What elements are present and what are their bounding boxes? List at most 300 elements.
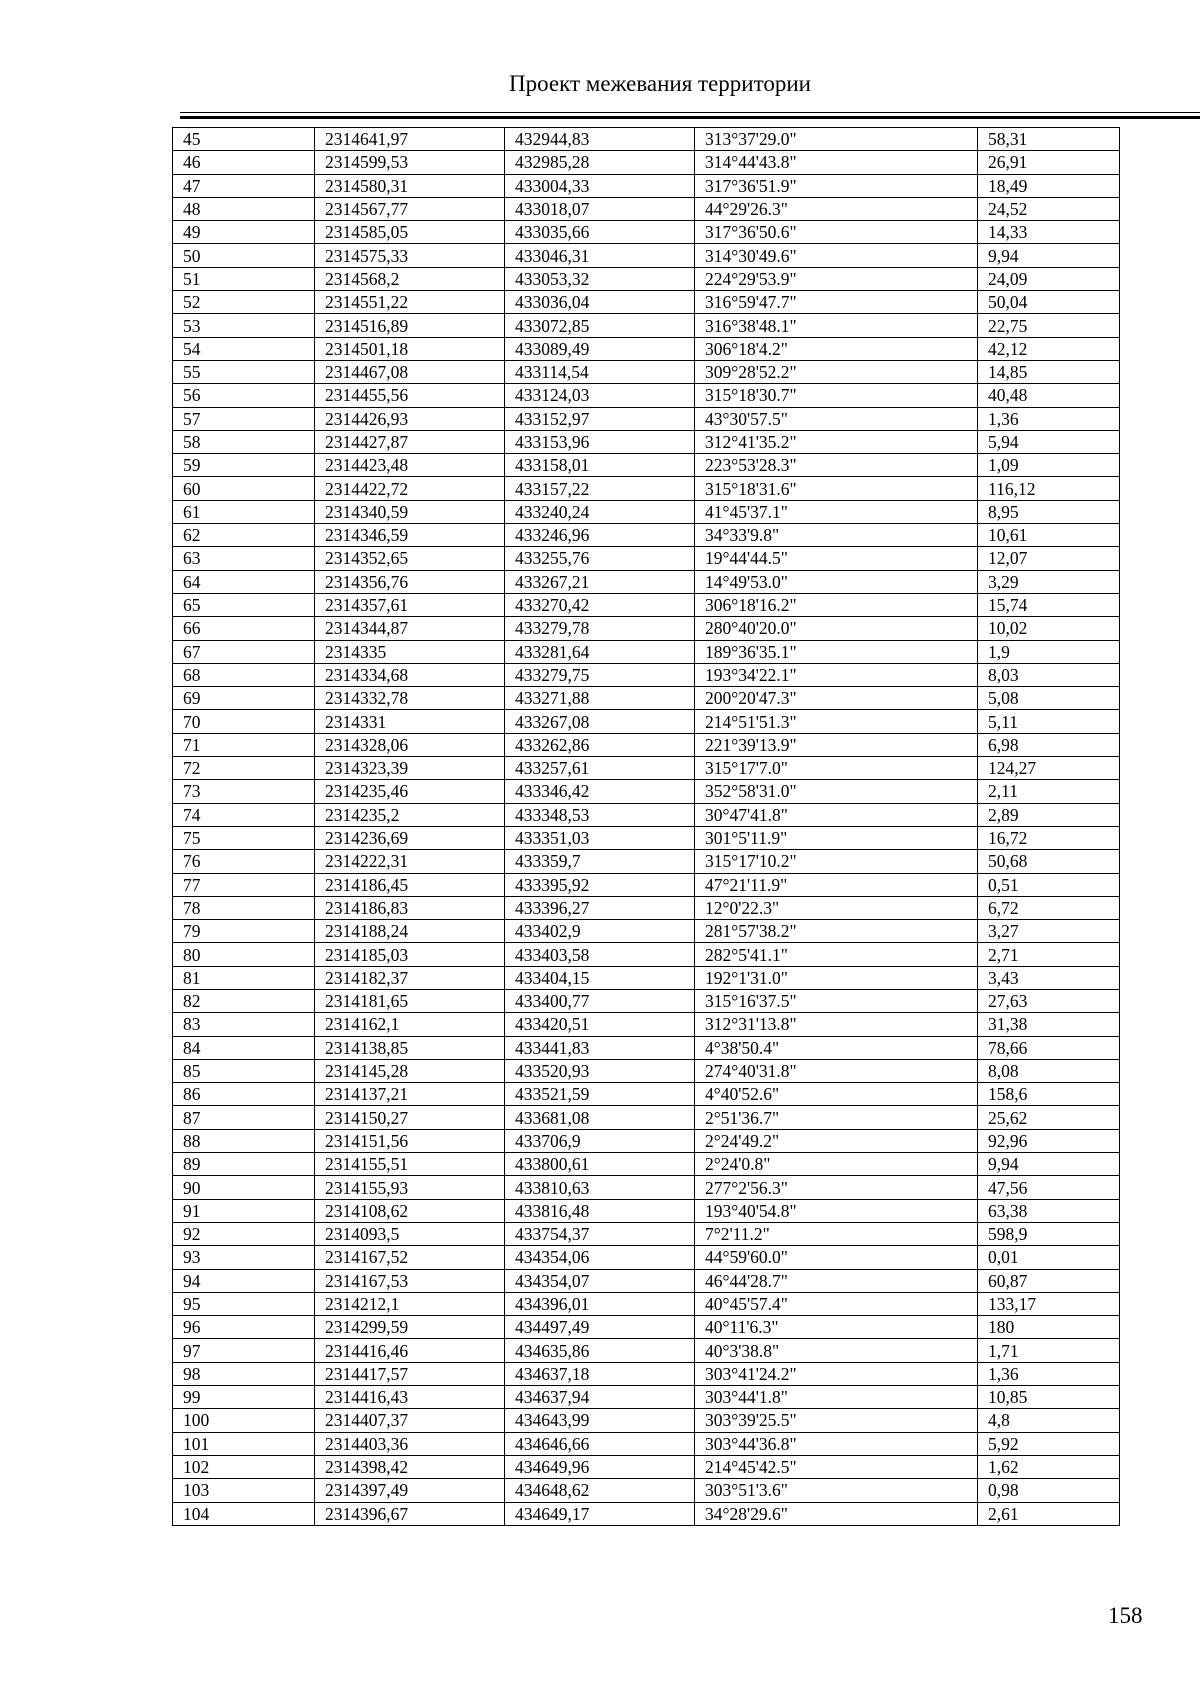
- direction-angle-cell: 315°17'10.2": [695, 850, 978, 873]
- y-coordinate-cell: 433359,7: [505, 850, 695, 873]
- y-coordinate-cell: 433441,83: [505, 1036, 695, 1059]
- table-row: [173, 151, 1120, 174]
- table-row: [173, 1222, 1120, 1245]
- direction-angle-cell: 44°29'26.3": [695, 197, 978, 220]
- direction-angle-cell: 281°57'38.2": [695, 920, 978, 943]
- length-cell: 124,27: [978, 757, 1120, 780]
- direction-angle-cell: 312°31'13.8": [695, 1013, 978, 1036]
- table-row: [173, 430, 1120, 453]
- point-number-cell: 85: [173, 1059, 315, 1082]
- y-coordinate-cell: 433816,48: [505, 1199, 695, 1222]
- table-row: [173, 524, 1120, 547]
- y-coordinate-cell: 433706,9: [505, 1129, 695, 1152]
- x-coordinate-cell: 2314138,85: [315, 1036, 505, 1059]
- y-coordinate-cell: 433681,08: [505, 1106, 695, 1129]
- y-coordinate-cell: 433520,93: [505, 1059, 695, 1082]
- table-row: [173, 454, 1120, 477]
- point-number-cell: 54: [173, 337, 315, 360]
- x-coordinate-cell: 2314093,5: [315, 1222, 505, 1245]
- y-coordinate-cell: 433114,54: [505, 360, 695, 383]
- y-coordinate-cell: 433346,42: [505, 780, 695, 803]
- point-number-cell: 103: [173, 1479, 315, 1502]
- point-number-cell: 96: [173, 1316, 315, 1339]
- length-cell: 50,68: [978, 850, 1120, 873]
- point-number-cell: 93: [173, 1246, 315, 1269]
- y-coordinate-cell: 433270,42: [505, 593, 695, 616]
- direction-angle-cell: 317°36'50.6": [695, 221, 978, 244]
- direction-angle-cell: 309°28'52.2": [695, 360, 978, 383]
- y-coordinate-cell: 433004,33: [505, 174, 695, 197]
- point-number-cell: 62: [173, 524, 315, 547]
- y-coordinate-cell: 433072,85: [505, 314, 695, 337]
- direction-angle-cell: 303°44'36.8": [695, 1432, 978, 1455]
- y-coordinate-cell: 433262,86: [505, 733, 695, 756]
- table-row: [173, 1106, 1120, 1129]
- direction-angle-cell: 314°44'43.8": [695, 151, 978, 174]
- table-row: [173, 1386, 1120, 1409]
- x-coordinate-cell: 2314137,21: [315, 1083, 505, 1106]
- y-coordinate-cell: 434649,17: [505, 1502, 695, 1525]
- point-number-cell: 52: [173, 291, 315, 314]
- table-row: [173, 593, 1120, 616]
- x-coordinate-cell: 2314407,37: [315, 1409, 505, 1432]
- direction-angle-cell: 40°11'6.3": [695, 1316, 978, 1339]
- direction-angle-cell: 315°17'7.0": [695, 757, 978, 780]
- table-row: [173, 1409, 1120, 1432]
- length-cell: 50,04: [978, 291, 1120, 314]
- x-coordinate-cell: 2314151,56: [315, 1129, 505, 1152]
- y-coordinate-cell: 433400,77: [505, 989, 695, 1012]
- point-number-cell: 74: [173, 803, 315, 826]
- length-cell: 6,72: [978, 896, 1120, 919]
- table-row: [173, 687, 1120, 710]
- length-cell: 4,8: [978, 1409, 1120, 1432]
- direction-angle-cell: 317°36'51.9": [695, 174, 978, 197]
- point-number-cell: 67: [173, 640, 315, 663]
- direction-angle-cell: 12°0'22.3": [695, 896, 978, 919]
- length-cell: 116,12: [978, 477, 1120, 500]
- direction-angle-cell: 301°5'11.9": [695, 826, 978, 849]
- length-cell: 12,07: [978, 547, 1120, 570]
- header-divider-thin: [180, 112, 1200, 113]
- point-number-cell: 87: [173, 1106, 315, 1129]
- direction-angle-cell: 40°3'38.8": [695, 1339, 978, 1362]
- length-cell: 58,31: [978, 128, 1120, 151]
- y-coordinate-cell: 433420,51: [505, 1013, 695, 1036]
- direction-angle-cell: 2°24'0.8": [695, 1153, 978, 1176]
- point-number-cell: 92: [173, 1222, 315, 1245]
- direction-angle-cell: 4°38'50.4": [695, 1036, 978, 1059]
- direction-angle-cell: 282°5'41.1": [695, 943, 978, 966]
- y-coordinate-cell: 433800,61: [505, 1153, 695, 1176]
- length-cell: 5,11: [978, 710, 1120, 733]
- y-coordinate-cell: 433403,58: [505, 943, 695, 966]
- direction-angle-cell: 303°44'1.8": [695, 1386, 978, 1409]
- length-cell: 2,61: [978, 1502, 1120, 1525]
- direction-angle-cell: 306°18'16.2": [695, 593, 978, 616]
- point-number-cell: 46: [173, 151, 315, 174]
- table-row: [173, 1502, 1120, 1525]
- length-cell: 1,9: [978, 640, 1120, 663]
- table-row: [173, 360, 1120, 383]
- x-coordinate-cell: 2314334,68: [315, 663, 505, 686]
- y-coordinate-cell: 433257,61: [505, 757, 695, 780]
- point-number-cell: 98: [173, 1362, 315, 1385]
- x-coordinate-cell: 2314346,59: [315, 524, 505, 547]
- table-row: [173, 477, 1120, 500]
- table-row: [173, 337, 1120, 360]
- length-cell: 47,56: [978, 1176, 1120, 1199]
- point-number-cell: 47: [173, 174, 315, 197]
- table-row: [173, 1036, 1120, 1059]
- table-row: [173, 1013, 1120, 1036]
- length-cell: 16,72: [978, 826, 1120, 849]
- point-number-cell: 70: [173, 710, 315, 733]
- length-cell: 3,29: [978, 570, 1120, 593]
- y-coordinate-cell: 433348,53: [505, 803, 695, 826]
- x-coordinate-cell: 2314422,72: [315, 477, 505, 500]
- length-cell: 14,85: [978, 360, 1120, 383]
- point-number-cell: 51: [173, 267, 315, 290]
- table-row: [173, 943, 1120, 966]
- direction-angle-cell: 44°59'60.0": [695, 1246, 978, 1269]
- direction-angle-cell: 4°40'52.6": [695, 1083, 978, 1106]
- direction-angle-cell: 40°45'57.4": [695, 1292, 978, 1315]
- direction-angle-cell: 43°30'57.5": [695, 407, 978, 430]
- direction-angle-cell: 221°39'13.9": [695, 733, 978, 756]
- y-coordinate-cell: 434648,62: [505, 1479, 695, 1502]
- x-coordinate-cell: 2314641,97: [315, 128, 505, 151]
- table-row: [173, 1292, 1120, 1315]
- x-coordinate-cell: 2314352,65: [315, 547, 505, 570]
- length-cell: 158,6: [978, 1083, 1120, 1106]
- x-coordinate-cell: 2314567,77: [315, 197, 505, 220]
- x-coordinate-cell: 2314299,59: [315, 1316, 505, 1339]
- direction-angle-cell: 14°49'53.0": [695, 570, 978, 593]
- x-coordinate-cell: 2314167,53: [315, 1269, 505, 1292]
- x-coordinate-cell: 2314357,61: [315, 593, 505, 616]
- table-row: [173, 710, 1120, 733]
- length-cell: 133,17: [978, 1292, 1120, 1315]
- y-coordinate-cell: 434497,49: [505, 1316, 695, 1339]
- table-row: [173, 1129, 1120, 1152]
- coordinates-table-body: [173, 128, 1120, 1526]
- y-coordinate-cell: 433267,08: [505, 710, 695, 733]
- table-row: [173, 1269, 1120, 1292]
- length-cell: 2,71: [978, 943, 1120, 966]
- table-row: [173, 920, 1120, 943]
- length-cell: 1,36: [978, 407, 1120, 430]
- direction-angle-cell: 315°18'30.7": [695, 384, 978, 407]
- direction-angle-cell: 200°20'47.3": [695, 687, 978, 710]
- length-cell: 15,74: [978, 593, 1120, 616]
- table-row: [173, 1479, 1120, 1502]
- table-row: [173, 128, 1120, 151]
- point-number-cell: 50: [173, 244, 315, 267]
- length-cell: 31,38: [978, 1013, 1120, 1036]
- x-coordinate-cell: 2314182,37: [315, 966, 505, 989]
- x-coordinate-cell: 2314356,76: [315, 570, 505, 593]
- point-number-cell: 99: [173, 1386, 315, 1409]
- table-row: [173, 1339, 1120, 1362]
- length-cell: 25,62: [978, 1106, 1120, 1129]
- table-row: [173, 1199, 1120, 1222]
- direction-angle-cell: 34°28'29.6": [695, 1502, 978, 1525]
- y-coordinate-cell: 433089,49: [505, 337, 695, 360]
- point-number-cell: 53: [173, 314, 315, 337]
- point-number-cell: 77: [173, 873, 315, 896]
- point-number-cell: 63: [173, 547, 315, 570]
- point-number-cell: 97: [173, 1339, 315, 1362]
- length-cell: 2,89: [978, 803, 1120, 826]
- direction-angle-cell: 193°40'54.8": [695, 1199, 978, 1222]
- table-row: [173, 1176, 1120, 1199]
- point-number-cell: 82: [173, 989, 315, 1012]
- length-cell: 63,38: [978, 1199, 1120, 1222]
- x-coordinate-cell: 2314222,31: [315, 850, 505, 873]
- x-coordinate-cell: 2314340,59: [315, 500, 505, 523]
- x-coordinate-cell: 2314167,52: [315, 1246, 505, 1269]
- x-coordinate-cell: 2314332,78: [315, 687, 505, 710]
- length-cell: 0,01: [978, 1246, 1120, 1269]
- length-cell: 14,33: [978, 221, 1120, 244]
- length-cell: 60,87: [978, 1269, 1120, 1292]
- direction-angle-cell: 46°44'28.7": [695, 1269, 978, 1292]
- point-number-cell: 90: [173, 1176, 315, 1199]
- table-row: [173, 1316, 1120, 1339]
- length-cell: 5,08: [978, 687, 1120, 710]
- table-row: [173, 1153, 1120, 1176]
- x-coordinate-cell: 2314155,51: [315, 1153, 505, 1176]
- length-cell: 27,63: [978, 989, 1120, 1012]
- point-number-cell: 66: [173, 617, 315, 640]
- x-coordinate-cell: 2314580,31: [315, 174, 505, 197]
- y-coordinate-cell: 433255,76: [505, 547, 695, 570]
- direction-angle-cell: 7°2'11.2": [695, 1222, 978, 1245]
- y-coordinate-cell: 434354,06: [505, 1246, 695, 1269]
- point-number-cell: 100: [173, 1409, 315, 1432]
- x-coordinate-cell: 2314416,46: [315, 1339, 505, 1362]
- direction-angle-cell: 192°1'31.0": [695, 966, 978, 989]
- x-coordinate-cell: 2314516,89: [315, 314, 505, 337]
- point-number-cell: 76: [173, 850, 315, 873]
- x-coordinate-cell: 2314186,83: [315, 896, 505, 919]
- table-row: [173, 1059, 1120, 1082]
- x-coordinate-cell: 2314108,62: [315, 1199, 505, 1222]
- length-cell: 598,9: [978, 1222, 1120, 1245]
- direction-angle-cell: 314°30'49.6": [695, 244, 978, 267]
- x-coordinate-cell: 2314212,1: [315, 1292, 505, 1315]
- length-cell: 5,94: [978, 430, 1120, 453]
- table-row: [173, 850, 1120, 873]
- y-coordinate-cell: 434637,18: [505, 1362, 695, 1385]
- point-number-cell: 72: [173, 757, 315, 780]
- y-coordinate-cell: 433281,64: [505, 640, 695, 663]
- table-row: [173, 570, 1120, 593]
- y-coordinate-cell: 433018,07: [505, 197, 695, 220]
- length-cell: 24,52: [978, 197, 1120, 220]
- y-coordinate-cell: 433279,78: [505, 617, 695, 640]
- y-coordinate-cell: 433153,96: [505, 430, 695, 453]
- length-cell: 8,08: [978, 1059, 1120, 1082]
- direction-angle-cell: 193°34'22.1": [695, 663, 978, 686]
- x-coordinate-cell: 2314186,45: [315, 873, 505, 896]
- direction-angle-cell: 41°45'37.1": [695, 500, 978, 523]
- table-row: [173, 733, 1120, 756]
- y-coordinate-cell: 433036,04: [505, 291, 695, 314]
- point-number-cell: 61: [173, 500, 315, 523]
- direction-angle-cell: 214°45'42.5": [695, 1455, 978, 1478]
- coordinates-table: [172, 127, 1120, 1526]
- table-row: [173, 663, 1120, 686]
- table-row: [173, 547, 1120, 570]
- x-coordinate-cell: 2314155,93: [315, 1176, 505, 1199]
- x-coordinate-cell: 2314467,08: [315, 360, 505, 383]
- direction-angle-cell: 312°41'35.2": [695, 430, 978, 453]
- length-cell: 1,09: [978, 454, 1120, 477]
- direction-angle-cell: 303°39'25.5": [695, 1409, 978, 1432]
- direction-angle-cell: 2°24'49.2": [695, 1129, 978, 1152]
- point-number-cell: 45: [173, 128, 315, 151]
- y-coordinate-cell: 434649,96: [505, 1455, 695, 1478]
- point-number-cell: 89: [173, 1153, 315, 1176]
- y-coordinate-cell: 434643,99: [505, 1409, 695, 1432]
- table-row: [173, 757, 1120, 780]
- x-coordinate-cell: 2314427,87: [315, 430, 505, 453]
- table-row: [173, 803, 1120, 826]
- y-coordinate-cell: 434635,86: [505, 1339, 695, 1362]
- table-row: [173, 1432, 1120, 1455]
- x-coordinate-cell: 2314403,36: [315, 1432, 505, 1455]
- y-coordinate-cell: 433404,15: [505, 966, 695, 989]
- length-cell: 180: [978, 1316, 1120, 1339]
- y-coordinate-cell: 433754,37: [505, 1222, 695, 1245]
- y-coordinate-cell: 433521,59: [505, 1083, 695, 1106]
- length-cell: 8,95: [978, 500, 1120, 523]
- point-number-cell: 75: [173, 826, 315, 849]
- point-number-cell: 59: [173, 454, 315, 477]
- direction-angle-cell: 303°51'3.6": [695, 1479, 978, 1502]
- table-row: [173, 896, 1120, 919]
- table-row: [173, 966, 1120, 989]
- direction-angle-cell: 224°29'53.9": [695, 267, 978, 290]
- point-number-cell: 56: [173, 384, 315, 407]
- point-number-cell: 79: [173, 920, 315, 943]
- point-number-cell: 81: [173, 966, 315, 989]
- direction-angle-cell: 315°18'31.6": [695, 477, 978, 500]
- direction-angle-cell: 189°36'35.1": [695, 640, 978, 663]
- point-number-cell: 48: [173, 197, 315, 220]
- y-coordinate-cell: 433402,9: [505, 920, 695, 943]
- length-cell: 3,43: [978, 966, 1120, 989]
- y-coordinate-cell: 434354,07: [505, 1269, 695, 1292]
- y-coordinate-cell: 433351,03: [505, 826, 695, 849]
- length-cell: 78,66: [978, 1036, 1120, 1059]
- length-cell: 6,98: [978, 733, 1120, 756]
- table-row: [173, 1246, 1120, 1269]
- direction-angle-cell: 34°33'9.8": [695, 524, 978, 547]
- direction-angle-cell: 352°58'31.0": [695, 780, 978, 803]
- x-coordinate-cell: 2314188,24: [315, 920, 505, 943]
- point-number-cell: 80: [173, 943, 315, 966]
- length-cell: 40,48: [978, 384, 1120, 407]
- x-coordinate-cell: 2314551,22: [315, 291, 505, 314]
- point-number-cell: 94: [173, 1269, 315, 1292]
- table-row: [173, 1362, 1120, 1385]
- point-number-cell: 83: [173, 1013, 315, 1036]
- x-coordinate-cell: 2314568,2: [315, 267, 505, 290]
- table-row: [173, 500, 1120, 523]
- page-number: 158: [1108, 1603, 1143, 1628]
- x-coordinate-cell: 2314236,69: [315, 826, 505, 849]
- table-row: [173, 1455, 1120, 1478]
- length-cell: 5,92: [978, 1432, 1120, 1455]
- point-number-cell: 91: [173, 1199, 315, 1222]
- point-number-cell: 78: [173, 896, 315, 919]
- point-number-cell: 71: [173, 733, 315, 756]
- x-coordinate-cell: 2314344,87: [315, 617, 505, 640]
- y-coordinate-cell: 433240,24: [505, 500, 695, 523]
- table-row: [173, 221, 1120, 244]
- x-coordinate-cell: 2314426,93: [315, 407, 505, 430]
- length-cell: 1,62: [978, 1455, 1120, 1478]
- x-coordinate-cell: 2314235,46: [315, 780, 505, 803]
- x-coordinate-cell: 2314501,18: [315, 337, 505, 360]
- x-coordinate-cell: 2314328,06: [315, 733, 505, 756]
- direction-angle-cell: 30°47'41.8": [695, 803, 978, 826]
- table-row: [173, 174, 1120, 197]
- y-coordinate-cell: 433279,75: [505, 663, 695, 686]
- x-coordinate-cell: 2314397,49: [315, 1479, 505, 1502]
- x-coordinate-cell: 2314145,28: [315, 1059, 505, 1082]
- x-coordinate-cell: 2314423,48: [315, 454, 505, 477]
- x-coordinate-cell: 2314396,67: [315, 1502, 505, 1525]
- x-coordinate-cell: 2314162,1: [315, 1013, 505, 1036]
- length-cell: 0,51: [978, 873, 1120, 896]
- length-cell: 10,61: [978, 524, 1120, 547]
- direction-angle-cell: 2°51'36.7": [695, 1106, 978, 1129]
- direction-angle-cell: 274°40'31.8": [695, 1059, 978, 1082]
- x-coordinate-cell: 2314416,43: [315, 1386, 505, 1409]
- length-cell: 9,94: [978, 1153, 1120, 1176]
- point-number-cell: 58: [173, 430, 315, 453]
- point-number-cell: 65: [173, 593, 315, 616]
- x-coordinate-cell: 2314150,27: [315, 1106, 505, 1129]
- length-cell: 92,96: [978, 1129, 1120, 1152]
- table-row: [173, 1083, 1120, 1106]
- point-number-cell: 104: [173, 1502, 315, 1525]
- y-coordinate-cell: 433046,31: [505, 244, 695, 267]
- y-coordinate-cell: 433053,32: [505, 267, 695, 290]
- length-cell: 26,91: [978, 151, 1120, 174]
- y-coordinate-cell: 433267,21: [505, 570, 695, 593]
- point-number-cell: 95: [173, 1292, 315, 1315]
- table-row: [173, 640, 1120, 663]
- table-row: [173, 291, 1120, 314]
- x-coordinate-cell: 2314599,53: [315, 151, 505, 174]
- table-row: [173, 826, 1120, 849]
- length-cell: 42,12: [978, 337, 1120, 360]
- length-cell: 18,49: [978, 174, 1120, 197]
- point-number-cell: 73: [173, 780, 315, 803]
- page-title: Проект межевания территории: [509, 71, 811, 96]
- y-coordinate-cell: 433395,92: [505, 873, 695, 896]
- point-number-cell: 68: [173, 663, 315, 686]
- y-coordinate-cell: 433035,66: [505, 221, 695, 244]
- y-coordinate-cell: 433396,27: [505, 896, 695, 919]
- length-cell: 22,75: [978, 314, 1120, 337]
- length-cell: 24,09: [978, 267, 1120, 290]
